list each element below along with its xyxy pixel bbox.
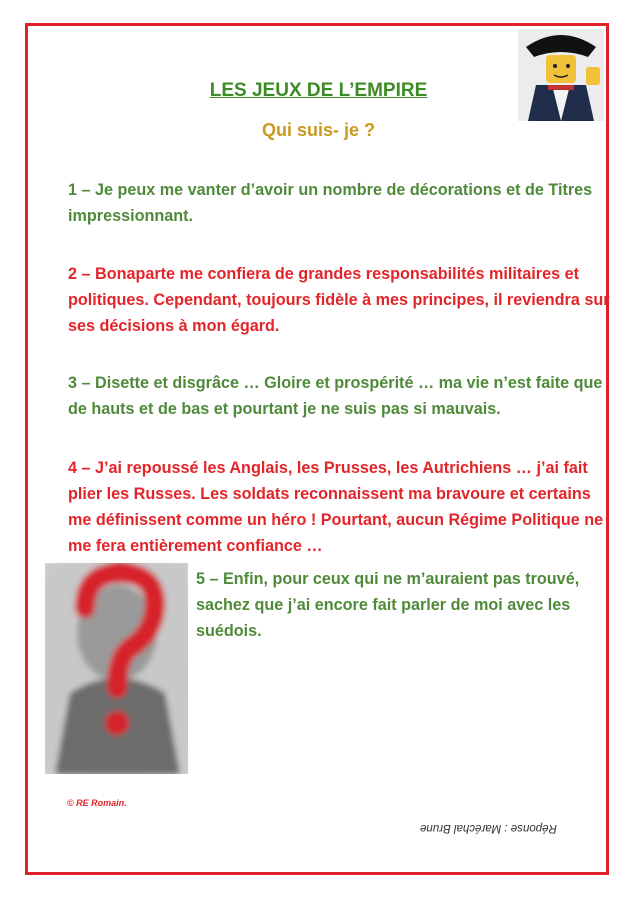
- clue-3: 3 – Disette et disgrâce … Gloire et prospérité … ma vie n’est faite que de hauts et de bas et pourtant je ne suis pas si mauvais.: [68, 374, 603, 418]
- clue-5: 5 – Enfin, pour ceux qui ne m’auraient pas trouvé, sachez que j’ai encore fait parler de moi avec les suédois.: [196, 570, 580, 640]
- page-title: LES JEUX DE L’EMPIRE: [209, 80, 428, 101]
- clue-1: 1 – Je peux me vanter d’avoir un nombre de décorations et de Titres impressionnant.: [68, 181, 593, 225]
- blurred-question-mark-image: [45, 563, 188, 774]
- credit-text: © RE Romain.: [67, 798, 127, 808]
- page-subtitle: Qui suis- je ?: [261, 120, 376, 140]
- clue-4: 4 – J’ai repoussé les Anglais, les Prusses, les Autrichiens … j’ai fait plier les Russes. Les soldats reconnaissent ma bravoure et certains me définissent comme un héro ! Pourtant, aucun Régime Politique ne me fera entièrement confiance …: [68, 459, 604, 555]
- answer-upside-down: Réponse : Maréchal Brune: [420, 822, 557, 834]
- clue-2: 2 – Bonaparte me confiera de grandes responsabilités militaires et politiques. Cependant, toujours fidèle à mes principes, il reviendra sur ses décisions à mon égard.: [68, 265, 610, 335]
- napoleon-figurine-image: [518, 29, 604, 121]
